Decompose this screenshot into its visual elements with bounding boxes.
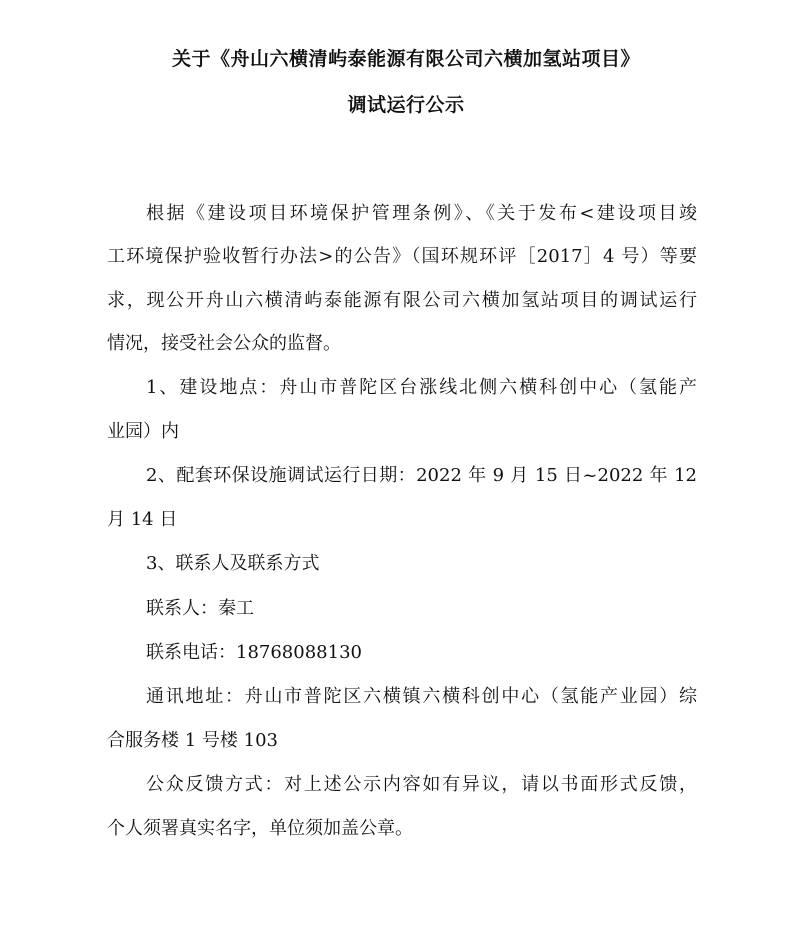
feedback-line-2: 个人须署真实名字，单位须加盖公章。 [107, 818, 413, 839]
item2-line-1: 2、配套环保设施调试运行日期：2022 年 9 月 15 日~2022 年 12 [146, 465, 697, 486]
address-line-2: 合服务楼 1 号楼 103 [107, 730, 278, 751]
contact-person: 联系人：秦工 [146, 598, 254, 619]
feedback-line-1: 公众反馈方式：对上述公示内容如有异议，请以书面形式反馈， [146, 774, 697, 795]
notice-title-line2: 调试运行公示 [347, 94, 465, 116]
item1-line-1: 1、建设地点：舟山市普陀区台涨线北侧六横科创中心（氢能产 [146, 377, 697, 398]
notice-title-line1: 关于《舟山六横清屿泰能源有限公司六横加氢站项目》 [171, 48, 640, 70]
address-line-1: 通讯地址：舟山市普陀区六横镇六横科创中心（氢能产业园）综 [146, 686, 697, 707]
item1-line-2: 业园）内 [107, 421, 179, 442]
intro-line-1: 根据《建设项目环境保护管理条例》、《关于发布<建设项目竣 [146, 203, 697, 224]
item2-line-2: 月 14 日 [107, 509, 178, 530]
item3-heading: 3、联系人及联系方式 [146, 553, 320, 574]
contact-phone: 联系电话：18768088130 [146, 642, 362, 663]
intro-line-2: 工环境保护验收暂行办法>的公告》（国环规环评［2017］4 号）等要 [107, 246, 697, 267]
intro-line-4: 情况，接受社会公众的监督。 [107, 333, 341, 354]
intro-line-3: 求，现公开舟山六横清屿泰能源有限公司六横加氢站项目的调试运行 [107, 290, 697, 311]
